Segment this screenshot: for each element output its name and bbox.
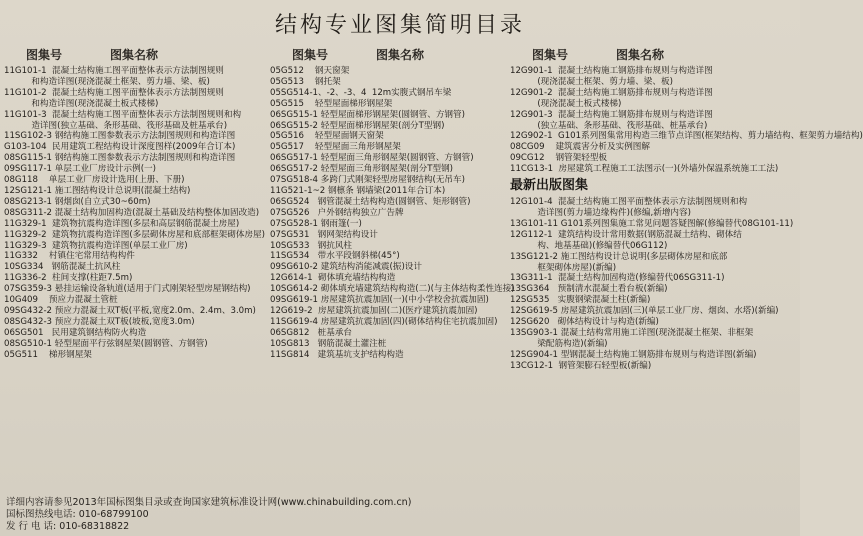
entry-list [270,66,515,360]
footer-line: 发 行 电 话: 010-68318822 [6,521,130,532]
catalog-entry: 05G516 轻型屋面钢天窗架 [270,131,384,142]
catalog-entry: 13G311-1 混凝土结构加固构造(修编替代06SG311-1) [510,273,725,284]
catalog-entry: 11G101-3 混凝土结构施工图平面整体表示方法制图规则和构 [4,109,242,120]
catalog-entry: 11SG534 带水平段钢斜梯(45°) [270,251,400,262]
catalog-entry: 05G511 梯形钢屋架 [4,349,92,360]
catalog-entry: 12G901-3 混凝土结构施工钢筋排布规则与构造详图 [510,109,713,120]
catalog-entry: (独立基础、条形基础、筏形基础、桩基承台) [510,120,708,131]
catalog-entry: 05G513 钢托架 [270,76,341,87]
catalog-entry: 梁配筋构造)(新编) [510,338,608,349]
catalog-entry: 07SG518-4 多跨门式刚架轻型房屋钢结构(无吊车) [270,175,465,186]
catalog-entry: 05G517 轻型屋面三角形钢屋架 [270,142,401,153]
catalog-entry: 08SG115-1 钢结构施工图参数表示方法制图规则和构造详图 [4,153,236,164]
catalog-entry: 08SG311-2 混凝土结构加固构造(混凝土基础及结构整体加固改造) [4,207,260,218]
catalog-entry: 13SG364 预制清水混凝土看台板(新编) [510,284,668,295]
catalog-entry: 13CG12-1 钢管架膨石轻型板(新编) [510,360,652,371]
catalog-entry: 09CG12 钢管架轻型板 [510,153,608,164]
header-code: 图集号 [292,48,329,62]
catalog-entry: 11SG102-3 钢结构施工图参数表示方法制图规则和构造详图 [4,131,236,142]
catalog-entry: 07SG526 户外钢结构独立广告牌 [270,207,404,218]
catalog-entry: 12SG121-1 施工图结构设计总说明(混凝土结构) [4,185,191,196]
catalog-entry: 13SG903-1 混凝土结构常用施工详图(现浇混凝土框架、非框架 [510,327,754,338]
catalog-entry: 框架砌体房屋)(新编) [510,262,617,273]
catalog-entry: 12SG619-5 房屋建筑抗震加固(三)(单层工业厂房、烟囱、水塔)(新编) [510,306,779,317]
catalog-entry: 12G901-2 混凝土结构施工钢筋排布规则与构造详图 [510,87,713,98]
catalog-entry: 12G902-1 G101系列图集常用构造三维节点详图(框架结构、剪力墙结构、框架剪力墙结构) [510,131,863,142]
catalog-entry: 11SG619-4 房屋建筑抗震加固(四)(砌体结构住宅抗震加固) [270,316,498,327]
new-atlas-heading: 最新出版图集 [510,178,589,194]
catalog-entry: 08CG09 建筑震害分析及实例图解 [510,142,650,153]
footer-line: 详细内容请参见2013年国标图集目录或查询国家建筑标准设计网(www.chinabuilding.com.cn) [6,497,412,508]
catalog-entry: 11G521-1~2 钢檩条 钢墙梁(2011年合订本) [270,185,446,196]
catalog-entry: 13SG121-2 施工图结构设计总说明(多层砌体房屋和底部 [510,251,728,262]
catalog-entry: 12SG620 砌体结构设计与构造(新编) [510,317,659,328]
header-name: 图集名称 [110,48,159,62]
catalog-entry: 05G515 轻型屋面梯形钢屋架 [270,98,393,109]
catalog-entry: (现浇混凝土框架、剪力墙、梁、板) [510,76,673,87]
catalog-entry: 05G512 钢天窗架 [270,66,350,76]
column-header [270,44,510,66]
header-code: 图集号 [532,48,569,62]
catalog-entry: 11G329-3 建筑物抗震构造详图(单层工业厂房) [4,240,188,251]
catalog-entry: 07SG528-1 钢雨篷(一) [270,218,362,229]
catalog-entry: 06SG524 钢管混凝土结构构造(圆钢管、矩形钢管) [270,196,471,207]
header-name: 图集名称 [616,48,665,62]
column-header [510,44,798,66]
column-2 [270,44,515,360]
column-3 [510,44,863,372]
catalog-entry: 09SG619-1 房屋建筑抗震加固(一)(中小学校舍抗震加固) [270,295,489,306]
catalog-entry: 06SG501 民用建筑钢结构防火构造 [4,327,147,338]
catalog-entry: 09SG610-2 建筑结构消能减震(振)设计 [270,262,422,273]
catalog-entry: 05SG514-1、-2、-3、4 12m实腹式钢吊车梁 [270,87,452,98]
catalog-entry: 08SG213-1 钢烟囱(自立式30~60m) [4,196,151,207]
catalog-entry: 06SG812 桩基承台 [270,327,353,338]
catalog-entry: 12G112-1 建筑结构设计常用数据(钢筋混凝土结构、砌体结 [510,229,742,240]
catalog-entry: 10SG813 钢筋混凝土灌注桩 [270,338,387,349]
catalog-entry: 12G614-1 砌体填充墙结构构造 [270,273,396,284]
catalog-entry: 09SG117-1 单层工业厂房设计示例(一) [4,164,156,175]
footer-line: 国标图热线电话: 010-68799100 [6,509,149,520]
catalog-entry: 06SG515-1 轻型屋面梯形钢屋架(圆钢管、方钢管) [270,109,465,120]
catalog-entry: 11G329-2 建筑物抗震构造详图(多层砌体房屋和底部框架砌体房屋) [4,229,265,240]
catalog-entry: 12G901-1 混凝土结构施工钢筋排布规则与构造详图 [510,66,713,76]
column-1 [4,44,270,360]
column-header [4,44,270,66]
catalog-entry: 12SG535 实腹钢梁混凝土柱(新编) [510,295,651,306]
catalog-entry: 11G336-2 柱间支撑(柱距7.5m) [4,273,133,284]
catalog-entry: G103-104 民用建筑工程结构设计深度图样(2009年合订本) [4,142,236,153]
catalog-entry: 13G101-11 G101系列图集施工常见问题答疑图解(修编替代08G101-11) [510,218,794,229]
catalog-entry: 09SG432-2 预应力混凝土双T板(平板,宽度2.0m、2.4m、3.0m) [4,305,256,316]
catalog-entry: 08SG510-1 轻型屋面平行弦钢屋架(圆钢管、方钢管) [4,338,208,349]
catalog-entry: 06SG517-1 轻型屋面三角形钢屋架(圆钢管、方钢管) [270,153,474,164]
entry-list [4,66,270,360]
catalog-entry: 06SG515-2 轻型屋面梯形钢屋架(剖分T型钢) [270,120,445,131]
catalog-entry: 06SG517-2 轻型屋面三角形钢屋架(剖分T型钢) [270,164,454,175]
header-name: 图集名称 [376,48,425,62]
new-entry-list [510,197,798,372]
footer-info [6,497,411,533]
catalog-entry: 10SG533 钢抗风柱 [270,240,353,251]
catalog-entry: 和构造详图(现浇混凝土框架、剪力墙、梁、板) [4,76,210,87]
catalog-entry: 12SG904-1 型钢混凝土结构施工钢筋排布规则与构造详图(新编) [510,349,757,360]
catalog-entry: 11G332 村镇住宅常用结构构件 [4,251,135,262]
catalog-entry: 08SG432-3 预应力混凝土双T板(坡板,宽度3.0m) [4,316,195,327]
catalog-entry: 12G619-2 房屋建筑抗震加固(二)(医疗建筑抗震加固) [270,305,478,316]
catalog-entry: 08G118 单层工业厂房设计选用(上册、下册) [4,175,185,186]
catalog-entry: 11CG13-1 房屋建筑工程施工工法图示(一)(外墙外保温系统施工工法) [510,164,779,175]
catalog-entry: 12G101-4 混凝土结构施工图平面整体表示方法制图规则和构 [510,197,748,208]
catalog-entry: 11G101-1 混凝土结构施工图平面整体表示方法制图规则 [4,66,224,76]
catalog-entry: 构、地基基础)(修编替代06G112) [510,240,668,251]
catalog-entry: 07SG531 钢网架结构设计 [270,229,378,240]
catalog-entry: 11G101-2 混凝土结构施工图平面整体表示方法制图规则 [4,87,224,98]
catalog-entry: 造详图(独立基础、条形基础、筏形基础及桩基承台) [4,120,228,131]
header-code: 图集号 [26,48,63,62]
catalog-entry: 10G409 预应力混凝土管桩 [4,295,118,306]
catalog-entry: (现浇混凝土板式楼梯) [510,98,622,109]
catalog-entry: 和构造详图(现浇混凝土板式楼梯) [4,98,159,109]
catalog-entry: 10SG614-2 砌体填充墙建筑结构构造(二)(与主体结构柔性连接) [270,284,515,295]
entry-list [510,66,863,175]
catalog-entry: 11G329-1 建筑物抗震构造详图(多层和高层钢筋混凝土房屋) [4,218,240,229]
catalog-entry: 11SG814 建筑基坑支护结构构造 [270,349,404,360]
page-title: 结构专业图集简明目录 [274,13,525,38]
catalog-entry: 07SG359-3 悬挂运输设备轨道(适用于门式刚架轻型房屋钢结构) [4,284,251,295]
catalog-entry: 10SG334 钢筋混凝土抗风柱 [4,262,121,273]
catalog-entry: 造详图(剪力墙边缘构件)(修编,新增内容) [510,207,691,218]
